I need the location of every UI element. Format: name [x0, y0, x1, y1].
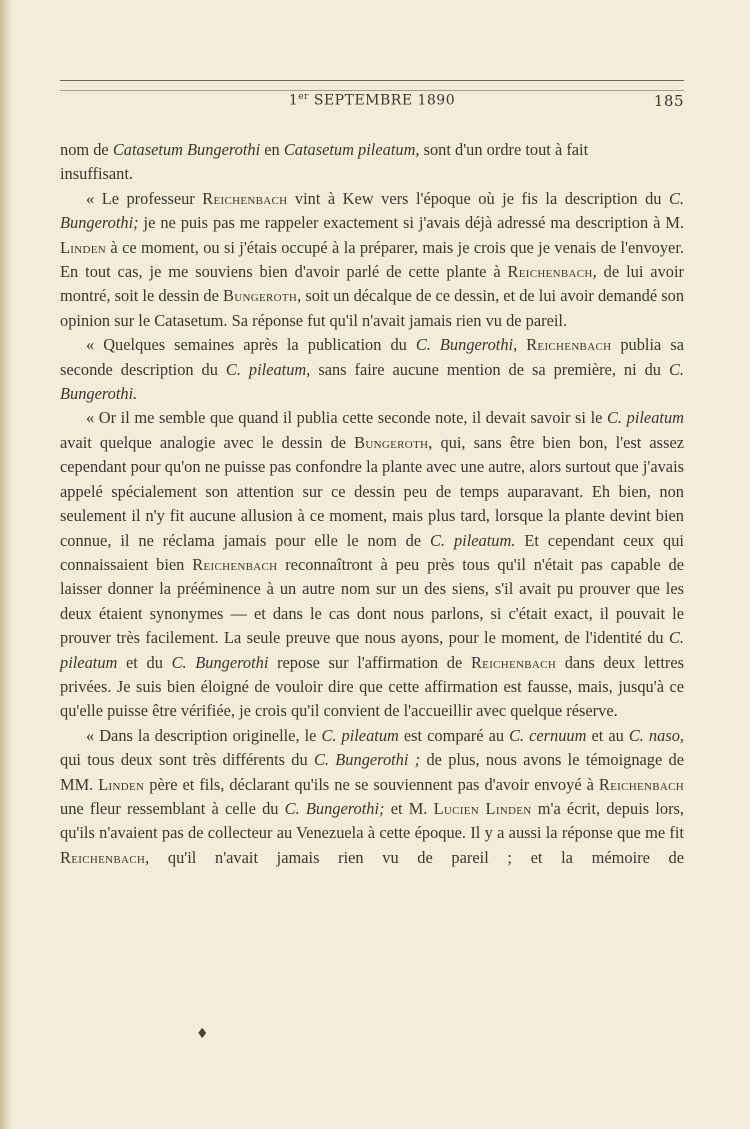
- printer-mark-icon: ♦: [196, 1026, 209, 1042]
- paragraph: « Dans la description originelle, le C. pileatum est comparé au C. cernuum et au C. naso, qui tous deux sont très différents du C. Bungerothi ; de plus, nous avons le témoignage de MM. Linden père et fils, déclarant qu'ils ne se souviennent pas d'avoir envoyé à Reichenbach une fleur ressemblant à celle du C. Bungerothi; et M. Lucien Linden m'a écrit, depuis lors, qu'ils n'avaient pas de collecteur au Venezuela à cette époque. Il y a aussi la réponse que me fit Reichenbach, qu'il n'avait jamais rien vu de pareil ; et la mémoire de: [60, 725, 685, 867]
- page-number: 185: [653, 92, 684, 110]
- running-head: [60, 92, 684, 114]
- body-text: [60, 138, 684, 870]
- header-rule: [60, 80, 684, 81]
- page-edge: [0, 0, 12, 1129]
- issue-date: 1er SEPTEMBRE 1890: [288, 92, 456, 109]
- header-rule-thin: [60, 90, 684, 91]
- paragraph-continued: nom de Catasetum Bungerothi en Catasetum pileatum, sont d'un ordre tout à fait insuffisant.: [60, 140, 589, 184]
- paragraph: « Quelques semaines après la publication du C. Bungerothi, Reichenbach publia sa seconde description du C. pileatum, sans faire aucune mention de sa première, ni du C. Bungerothi.: [60, 335, 684, 404]
- paragraph: « Or il me semble que quand il publia cette seconde note, il devait savoir si le C. pileatum avait quelque analogie avec le dessin de Bungeroth, qui, sans être bien bon, l'est assez cependant pour qu'on ne puisse pas confondre la plante avec une autre, alors surtout que j'avais appelé spécialement son attention sur ce dessin peu de temps auparavant. Eh bien, non seulement il n'y fit aucune allusion à ce moment, mais plus tard, lorsque la plante devint bien connue, il ne réclama jamais pour elle le nom de C. pileatum. Et cependant ceux qui connaissaient bien Reichenbach reconnaîtront à peu près tous qu'il n'était pas capable de laisser donner la prééminence à un autre nom sur un des siens, s'il avait pu prouver que les deux étaient synonymes — et dans le cas dont nous parlons, si c'était exact, il pouvait le prouver très facilement. La seule preuve que nous ayons, pour le moment, de l'identité du C. pileatum et du C. Bungerothi repose sur l'affirmation de Reichenbach dans deux lettres privées. Je suis bien éloigné de vouloir dire que cette affirmation est fausse, mais, jusqu'à ce qu'elle puisse être vérifiée, je crois qu'il convient de l'accueillir avec quelque réserve.: [60, 408, 684, 721]
- paragraph: « Le professeur Reichenbach vint à Kew vers l'époque où je fis la description du C. Bungerothi; je ne puis pas me rappeler exactement si j'avais déjà adressé ma description à M. Linden à ce moment, ou si j'étais occupé à la préparer, mais je crois que je venais de l'envoyer. En tout cas, je me souviens bien d'avoir parlé de cette plante à Reichenbach, de lui avoir montré, soit le dessin de Bungeroth, soit un décalque de ce dessin, et de lui avoir demandé son opinion sur le Catasetum. Sa réponse fut qu'il n'avait jamais rien vu de pareil.: [60, 188, 685, 330]
